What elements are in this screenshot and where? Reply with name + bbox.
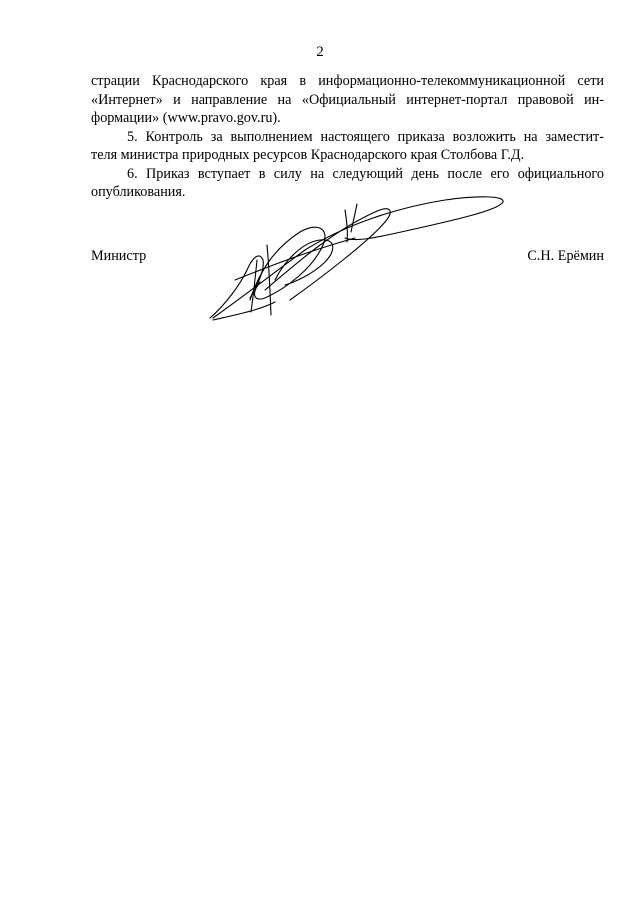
document-body (91, 72, 604, 202)
signer-name: С.Н. Ерёмин (527, 248, 604, 264)
signer-title: Министр (91, 248, 147, 264)
paragraph-line: страции Краснодарского края в информационно-телекоммуникационной сети (91, 73, 604, 89)
paragraph-line: формации» (www.pravo.gov.ru). (91, 110, 281, 126)
paragraph-line: 6. Приказ вступает в силу на следующий день после его официального (127, 165, 604, 182)
paragraph-line: 5. Контроль за выполнением настоящего приказа возложить на заместит- (127, 128, 604, 145)
paragraph-line: «Интернет» и направление на «Официальный интернет-портал правовой ин- (91, 91, 604, 108)
paragraph-line: опубликования. (91, 184, 186, 200)
paragraph-line: теля министра природных ресурсов Краснодарского края Столбова Г.Д. (91, 147, 525, 163)
handwritten-signature (205, 190, 515, 330)
page-number: 2 (316, 44, 324, 60)
